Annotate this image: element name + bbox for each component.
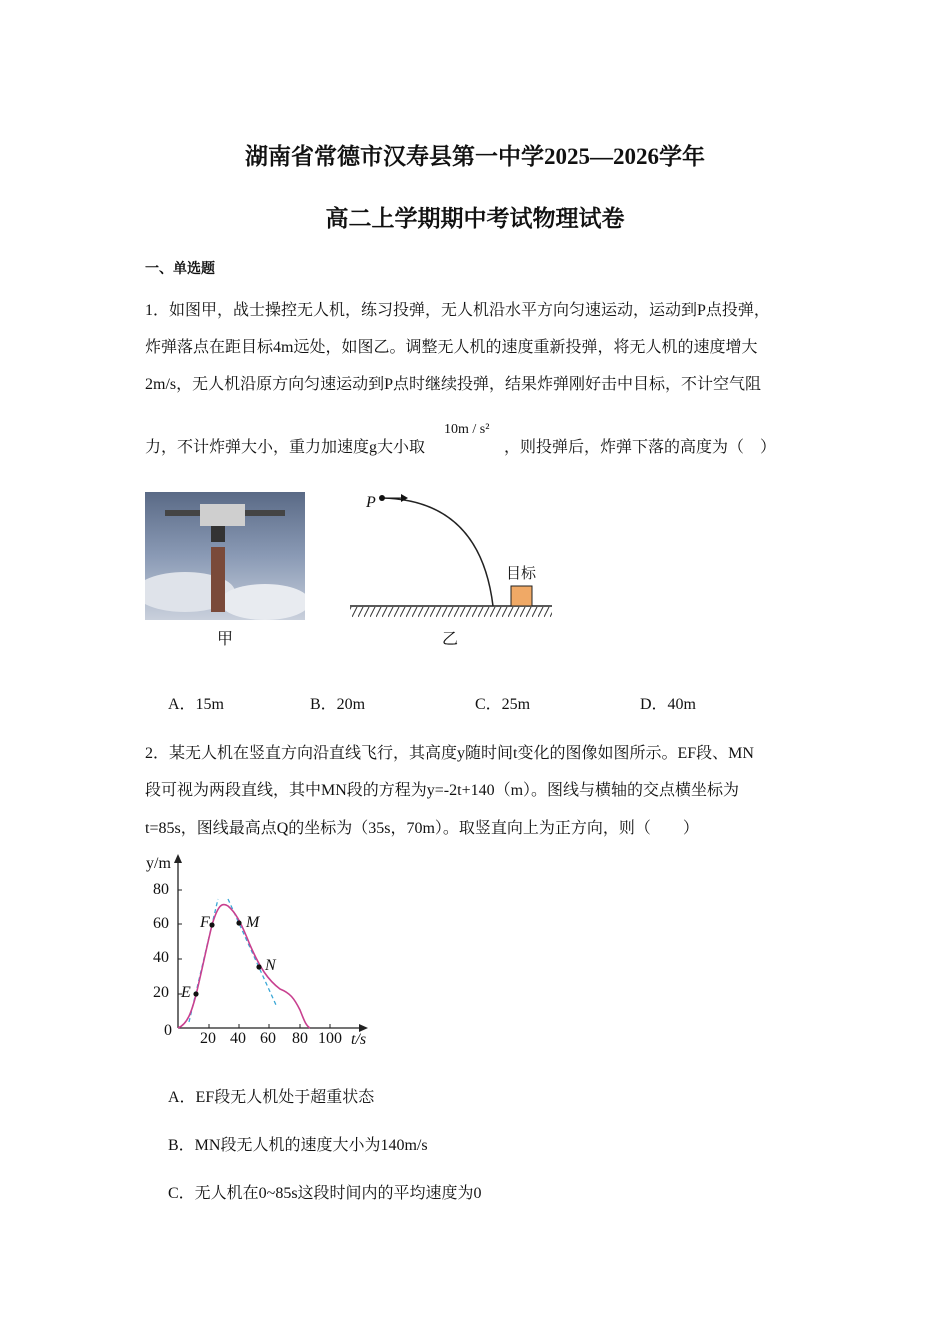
x-tick: 100	[318, 1030, 342, 1047]
y-tick: 40	[153, 949, 169, 966]
q2-line: 2．某无人机在竖直方向沿直线飞行，其高度y随时间t变化的图像如图所示。EF段、MN	[145, 745, 754, 762]
target-label: 目标	[506, 564, 537, 582]
q2-option-b[interactable]: B．MN段无人机的速度大小为140m/s	[168, 1137, 428, 1154]
drone-photo	[145, 492, 305, 620]
q2-option-a[interactable]: A．EF段无人机处于超重状态	[168, 1089, 375, 1106]
x-axis-label: t/s	[351, 1031, 367, 1048]
fig-a-label: 甲	[217, 631, 234, 648]
q1-line: 2m/s，无人机沿原方向匀速运动到P点时继续投弹，结果炸弹刚好击中目标，不计空气阻	[145, 376, 762, 393]
point-p-label: P	[366, 494, 376, 511]
q2-line: 段可视为两段直线，其中MN段的方程为y=-2t+140（m）。图线与横轴的交点横坐标为	[145, 782, 740, 799]
q2-option-c[interactable]: C．无人机在0~85s这段时间内的平均速度为0	[168, 1185, 482, 1202]
title-line-2: 高二上学期期中考试物理试卷	[325, 206, 625, 231]
q1-option-a[interactable]: A．15m	[168, 696, 225, 713]
point-f-label: F	[200, 914, 210, 931]
point-e-label: E	[181, 984, 191, 1001]
q1-line: ，则投弹后，炸弹下落的高度为（ ）	[504, 439, 777, 456]
title-line-1: 湖南省常德市汉寿县第一中学2025—2026学年	[245, 144, 705, 169]
q2-line: t=85s，图线最高点Q的坐标为（35s，70m）。取竖直向上为正方向，则（ ）	[145, 820, 699, 837]
q1-line: 炸弹落点在距目标4m远处，如图乙。调整无人机的速度重新投弹，将无人机的速度增大	[145, 339, 758, 356]
point-n-label: N	[265, 957, 276, 974]
x-tick: 60	[260, 1030, 276, 1047]
origin-label: 0	[164, 1022, 172, 1039]
section-heading: 一、单选题	[145, 261, 215, 277]
point-m-label: M	[246, 914, 260, 931]
y-axis-label: y/m	[146, 855, 171, 872]
x-tick: 20	[200, 1030, 216, 1047]
fig-b-label: 乙	[442, 631, 459, 648]
q1-option-d[interactable]: D．40m	[640, 696, 697, 713]
q1-option-c[interactable]: C．25m	[475, 696, 531, 713]
g-value: 10m / s²	[444, 422, 490, 437]
x-tick: 40	[230, 1030, 246, 1047]
height-time-graph	[140, 850, 380, 1050]
y-tick: 20	[153, 984, 169, 1001]
q1-line: 力，不计炸弹大小，重力加速度g大小取	[145, 439, 426, 456]
q1-option-b[interactable]: B．20m	[310, 696, 366, 713]
y-tick: 80	[153, 881, 169, 898]
y-tick: 60	[153, 915, 169, 932]
q1-line: 1．如图甲，战士操控无人机，练习投弹，无人机沿水平方向匀速运动，运动到P点投弹，	[145, 302, 770, 319]
x-tick: 80	[292, 1030, 308, 1047]
